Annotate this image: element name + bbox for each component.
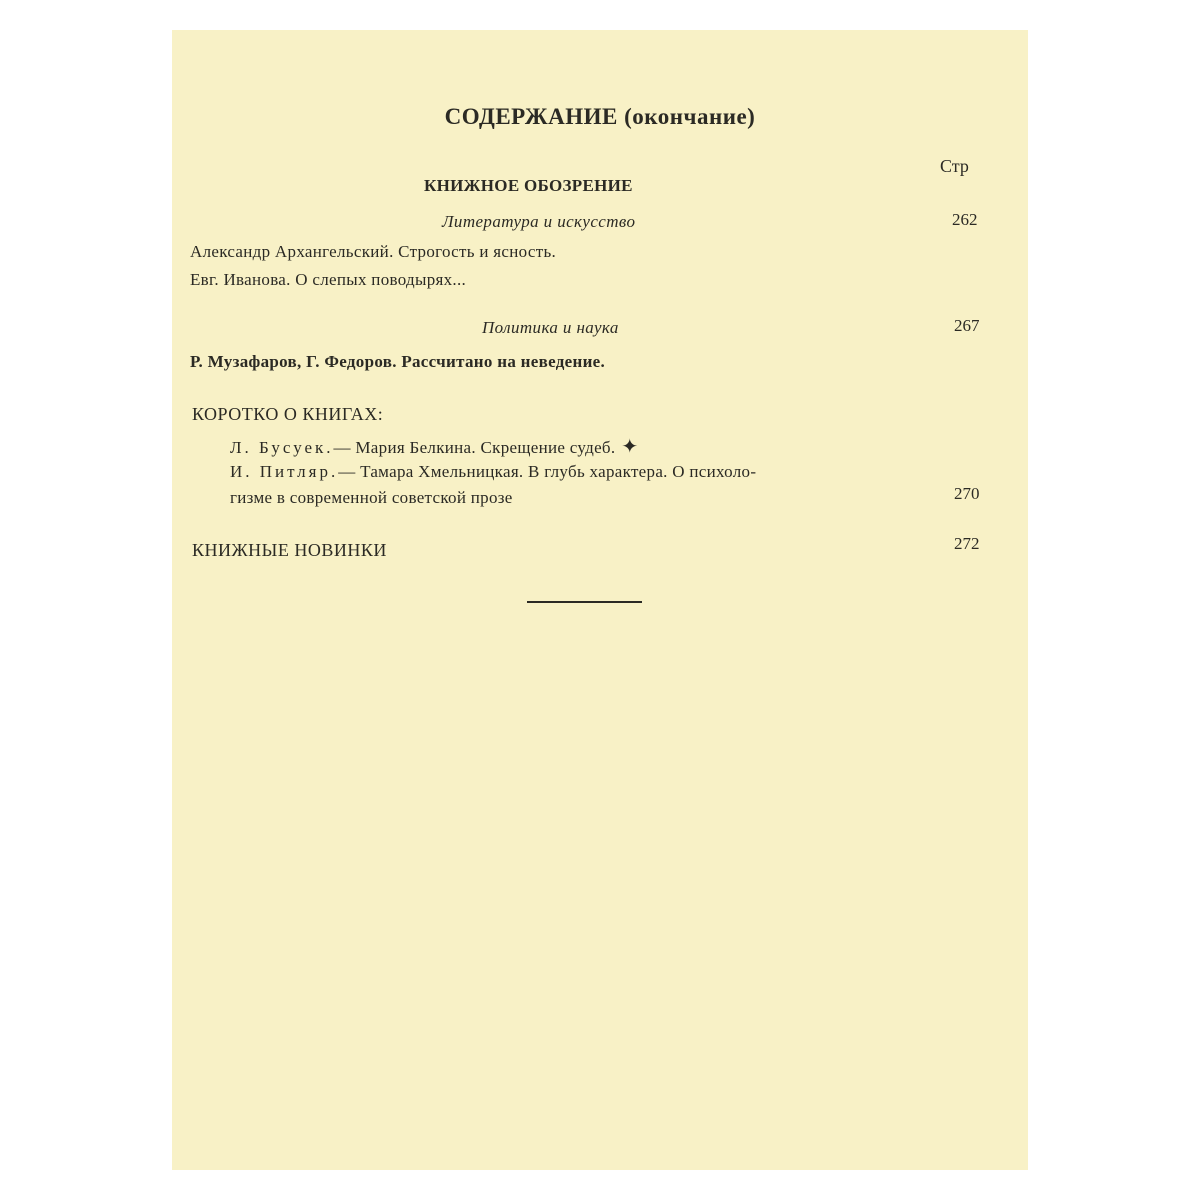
toc-entry-review-1 <box>230 434 638 459</box>
review-author: И. Питляр. <box>230 462 339 481</box>
document-page <box>172 30 1028 1170</box>
page-number-literature: 262 <box>952 210 978 229</box>
toc-entry: Р. Музафаров, Г. Федоров. Рассчитано на неведение. <box>190 352 606 371</box>
page-number-new-books: 272 <box>954 534 980 553</box>
toc-entry-review-2 <box>230 462 756 482</box>
toc-entry: Евг. Иванова. О слепых поводырях... <box>190 270 467 289</box>
closing-rule <box>527 601 642 603</box>
page-number-politics: 267 <box>954 316 980 335</box>
page-number-briefly: 270 <box>954 484 980 503</box>
star-ornament-icon: ✦ <box>621 436 639 458</box>
section-heading-book-review: КНИЖНОЕ ОБОЗРЕНИЕ <box>424 176 633 195</box>
subheading-literature: Литература и искусство <box>442 212 636 231</box>
review-title: — Тамара Хмельницкая. В глубь характера. О психоло- <box>338 462 757 481</box>
review-title: — Мария Белкина. Скрещение судеб. <box>333 438 616 457</box>
toc-entry-review-2-continued: гизме в современной советской прозе <box>230 488 513 507</box>
page-title: СОДЕРЖАНИЕ (окончание) <box>444 104 756 129</box>
page-column-label: Стр <box>940 156 969 176</box>
review-author: Л. Бусуек. <box>230 438 334 457</box>
heading-briefly-about-books: КОРОТКО О КНИГАХ: <box>192 404 384 424</box>
toc-entry: Александр Архангельский. Строгость и ясность. <box>190 242 557 261</box>
heading-new-books: КНИЖНЫЕ НОВИНКИ <box>192 540 387 560</box>
subheading-politics: Политика и наука <box>482 318 619 337</box>
